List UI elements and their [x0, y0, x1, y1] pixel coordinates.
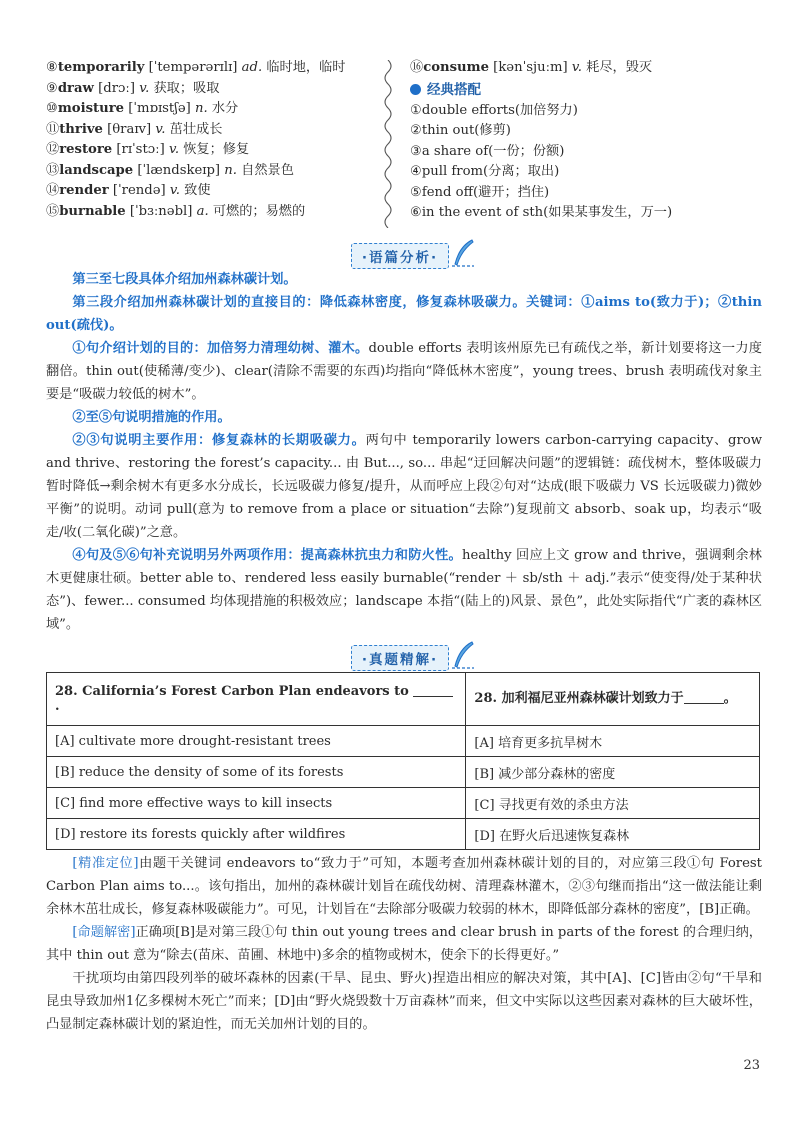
answer-blank [413, 684, 453, 697]
vocab-meaning: 临时地，临时 [266, 60, 346, 75]
vocab-num: ⑧ [46, 60, 58, 75]
vocab-pos: v. [168, 142, 180, 157]
collocation-item: ⑤fend off(避开；挡住) [410, 184, 550, 200]
vocab-ipa: [θraɪv] [107, 121, 152, 137]
explanation-text: 正确项[B]是对第三段①句 thin out young trees and clear brush in parts of the forest 的合理归纳，其中 thin out 意为“除去(苗床、苗圃、林地中)多余的植物或树木，使余下的长得更好。” [46, 925, 762, 963]
vocab-meaning: 水分 [211, 101, 239, 116]
vocab-item [46, 181, 376, 202]
vocab-item [46, 79, 376, 100]
question-table [46, 672, 760, 850]
vocab-meaning: 致使 [184, 183, 211, 198]
option-en: [D] restore its forests quickly after wildfires [47, 819, 466, 850]
vocab-pos: v. [571, 60, 582, 75]
vocab-item [46, 140, 376, 161]
vocab-word: restore [59, 142, 113, 157]
analysis-para [46, 337, 762, 406]
collocations-title-text: 经典搭配 [427, 81, 481, 98]
stem-punct: 。 [723, 691, 737, 706]
page-number: 23 [743, 1058, 760, 1073]
collocation-item: ④pull from(分离；取出) [410, 164, 560, 179]
vocab-meaning: 可燃的；易燃的 [212, 203, 306, 219]
vocab-num: ⑨ [46, 80, 58, 96]
vocab-word: landscape [59, 162, 134, 178]
vocab-num: ⑭ [46, 183, 60, 198]
analysis-text: 两句中 temporarily lowers carbon-carrying capacity、grow and thrive、restoring the forest’s capacity... 由 But..., so... 串起“迂回解决问题”的逻辑链：疏伐树木，整体吸碳力暂时降低→剩余树木有更多水分成长，长远吸碳力修复/提升，从而呼应上段②句对“达成(眼下吸碳力 VS 长远吸碳力)微妙平衡”的说明。动词 pull(意为 to remove from a place or situation“去除”)复现前文 absorb、soak up，均表示“吸走/收(二氧化碳)”之意。 [46, 433, 763, 540]
explanation-section [46, 852, 762, 1036]
vocab-ipa: [ˈmɒɪstʃə] [128, 101, 191, 116]
vocab-meaning: 获取；吸取 [153, 80, 220, 96]
vocab-num: ⑯ [410, 60, 424, 75]
answer-blank [684, 691, 724, 704]
vocab-pos: ad. [241, 60, 263, 75]
vocab-word: consume [423, 60, 489, 75]
analysis-highlight: ②③句说明主要作用：修复森林的长期吸碳力。 [72, 433, 366, 448]
explanation-text: 由题干关键词 endeavors to“致力于”可知，本题考查加州森林碳计划的目的，对应第三段①句 Forest Carbon Plan aims to...。该句指出，加州的森林碳计划旨在疏伐幼树、清理森林灌木，②③句继而指出“这一做法能让剩余林木茁壮成长，修复森林吸碳能力”。可见，计划旨在“去除部分吸碳力较弱的林木，即降低部分森林的密度”，[B]正确。 [46, 856, 762, 917]
vocab-num: ⑩ [46, 101, 58, 116]
vocab-list-right [410, 58, 770, 224]
table-row [47, 788, 760, 819]
vocab-ipa: [ˈlændskeɪp] [137, 162, 221, 178]
analysis-para [46, 544, 762, 636]
option-en: [C] find more effective ways to kill insects [47, 788, 466, 819]
analysis-text: double efforts 表明该州原先已有疏伐之举，新计划要将这一力度翻倍。thin out(使稀薄/变少)、clear(清除不需要的东西)均指向“降低林木密度”，young trees、brush 表明疏伐对象主要是“吸碳力较低的树木”。 [46, 341, 762, 402]
vocab-word: moisture [57, 101, 125, 116]
vocab-word: render [59, 183, 109, 198]
vocab-pos: v. [139, 80, 150, 96]
vocab-pos: v. [155, 121, 166, 137]
collocation-item: ②thin out(修剪) [410, 123, 511, 138]
table-row [47, 819, 760, 850]
quill-icon [450, 640, 476, 670]
analysis-para: 第三段介绍加州森林碳计划的直接目的：降低森林密度，修复森林吸碳力。关键词：①aims to(致力于)；②thin out(疏伐)。 [46, 295, 762, 333]
option-zh: [B] 减少部分森林的密度 [466, 757, 760, 788]
vocab-item [410, 58, 770, 79]
vocab-meaning: 耗尽，毁灭 [586, 60, 653, 75]
questions-banner-text: ·真题精解· [361, 652, 439, 668]
vocab-list-left [46, 58, 376, 222]
collocation-item: ①double efforts(加倍努力) [410, 102, 578, 118]
table-row [47, 673, 760, 726]
option-zh: [C] 寻找更有效的杀虫方法 [466, 788, 760, 819]
column-divider [380, 60, 396, 228]
stem-punct: . [55, 699, 60, 714]
table-row [47, 726, 760, 757]
question-stem-en [47, 673, 466, 726]
analysis-para: ②至⑤句说明措施的作用。 [72, 410, 231, 425]
analysis-para [46, 429, 762, 544]
vocab-word: thrive [59, 121, 103, 137]
vocab-pos: n. [224, 162, 237, 178]
vocab-ipa: [kənˈsjuːm] [493, 60, 568, 75]
vocab-meaning: 自然景色 [241, 162, 294, 178]
vocab-item [46, 202, 376, 223]
vocab-item [46, 99, 376, 120]
vocab-pos: a. [196, 203, 209, 219]
analysis-text: healthy 回应上文 grow and thrive，强调剩余林木更健康壮硕。better able to、rendered less easily burnable(“render ＋ sb/sth ＋ adj.”表示“使变得/处于某种状态”)、fewer... consumed 均体现措施的积极效应；landscape 本指“(陆上的)风景、景色”，此处实际指代“广袤的森林区域”。 [46, 548, 762, 632]
vocab-meaning: 恢复；修复 [183, 142, 250, 157]
questions-banner [0, 645, 800, 671]
table-row [47, 757, 760, 788]
collocation-item: ③a share of(一份；份额) [410, 143, 565, 159]
vocab-num: ⑫ [46, 142, 60, 157]
bullet-dot-icon [410, 84, 421, 95]
stem-text: 28. 加利福尼亚州森林碳计划致力于 [474, 691, 684, 706]
vocab-num: ⑬ [46, 162, 60, 178]
vocab-item [46, 120, 376, 141]
explanation-para [46, 921, 762, 967]
option-en: [B] reduce the density of some of its forests [47, 757, 466, 788]
option-en: [A] cultivate more drought-resistant trees [47, 726, 466, 757]
vocab-ipa: [ˈtempərərɪlɪ] [148, 60, 238, 75]
analysis-banner-text: ·语篇分析· [361, 250, 439, 266]
vocab-item [46, 161, 376, 182]
analysis-highlight: ①句介绍计划的目的：加倍努力清理幼树、灌木。 [72, 341, 369, 356]
vocab-word: draw [57, 80, 94, 96]
vocab-meaning: 茁壮成长 [169, 121, 223, 137]
option-zh: [D] 在野火后迅速恢复森林 [466, 819, 760, 850]
vocab-ipa: [drɔː] [98, 80, 135, 96]
vocab-item [46, 58, 376, 79]
analysis-banner-label [351, 243, 449, 269]
collocation-item: ⑥in the event of sth(如果某事发生，万一) [410, 205, 673, 220]
analysis-banner [0, 243, 800, 269]
analysis-highlight: ④句及⑤⑥句补充说明另外两项作用：提高森林抗虫力和防火性。 [72, 548, 462, 563]
vocab-word: burnable [59, 203, 126, 219]
option-zh: [A] 培育更多抗旱树木 [466, 726, 760, 757]
explanation-para [46, 852, 762, 921]
questions-banner-label [351, 645, 449, 671]
vocab-pos: v. [169, 183, 180, 198]
vocab-num: ⑪ [46, 121, 60, 137]
stem-text: 28. California’s Forest Carbon Plan endeavors to [55, 684, 409, 699]
explanation-tag: [命题解密] [72, 925, 136, 940]
vocab-num: ⑮ [46, 203, 60, 219]
quill-icon [450, 238, 476, 268]
vocab-word: temporarily [57, 60, 145, 75]
explanation-para: 干扰项均由第四段列举的破坏森林的因素(干旱、昆虫、野火)捏造出相应的解决对策，其中[A]、[C]皆由②句“干旱和昆虫导致加州1亿多棵树木死亡”而来；[D]由“野火烧毁数十万亩森林”而来，但文中实际以这些因素对森林的巨大破坏性，凸显制定森林碳计划的紧迫性，而无关加州计划的目的。 [46, 971, 762, 1032]
explanation-tag: [精准定位] [72, 856, 139, 871]
vocab-ipa: [ˈbɜːnəbl] [129, 203, 193, 219]
analysis-section [46, 268, 762, 636]
collocations-title [410, 79, 770, 101]
vocab-ipa: [ˈrendə] [112, 183, 166, 198]
vocab-ipa: [rɪˈstɔː] [116, 142, 165, 157]
vocab-pos: n. [194, 101, 208, 116]
analysis-para: 第三至七段具体介绍加州森林碳计划。 [72, 272, 297, 287]
question-stem-zh [466, 673, 760, 726]
